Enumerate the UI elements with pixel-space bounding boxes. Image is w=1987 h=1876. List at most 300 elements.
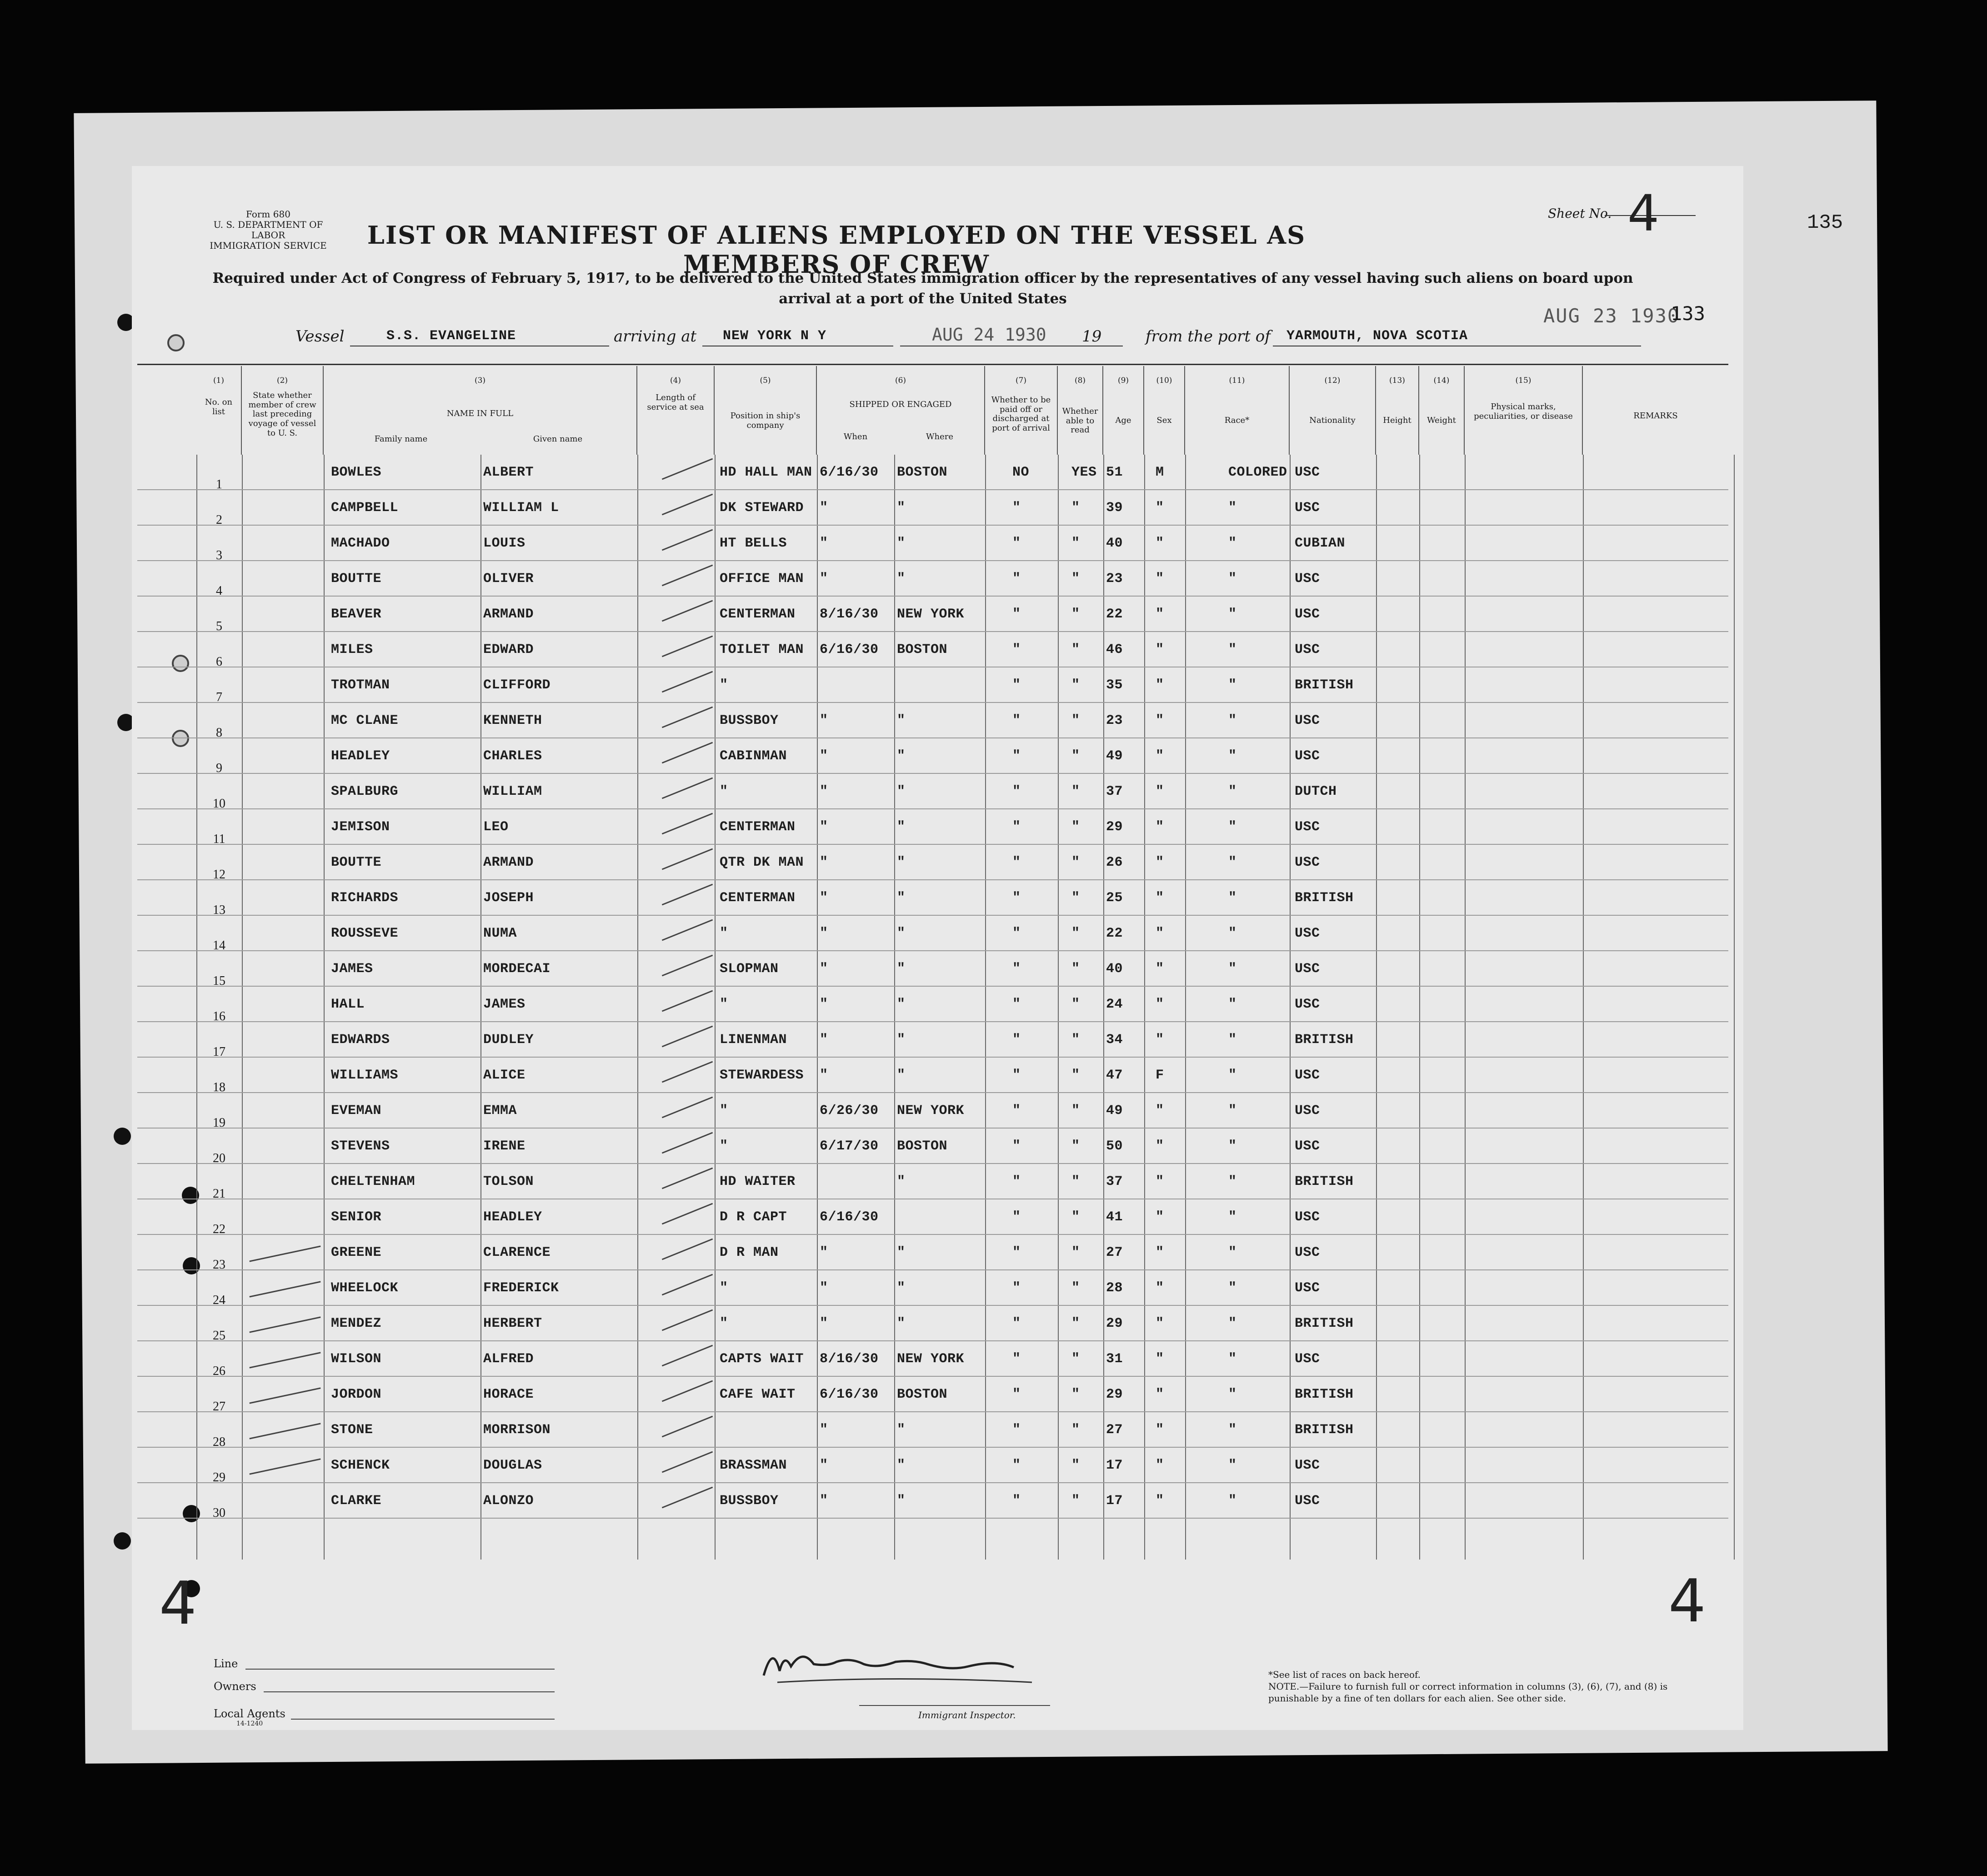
cell-no: 20 xyxy=(213,1151,225,1165)
cell-nationality: CUBIAN xyxy=(1295,536,1346,551)
cell-when: 8/16/30 xyxy=(820,607,879,622)
cell-family: SENIOR xyxy=(331,1209,382,1225)
col-header-remarks: REMARKS xyxy=(1633,411,1678,421)
cell-given: ALICE xyxy=(483,1068,526,1083)
cell-age: 51 xyxy=(1106,465,1123,480)
cell-given: HERBERT xyxy=(483,1316,542,1331)
cell-read: " xyxy=(1071,1280,1080,1296)
cell-where: " xyxy=(897,536,906,551)
cell-nationality: BRITISH xyxy=(1295,1032,1354,1048)
cell-given: EMMA xyxy=(483,1103,517,1119)
cell-sex: " xyxy=(1156,1245,1164,1260)
cell-age: 24 xyxy=(1106,997,1123,1012)
column-rule xyxy=(1734,455,1735,1560)
cell-nationality: USC xyxy=(1295,642,1320,657)
cell-race: " xyxy=(1228,677,1237,693)
checkmark-icon xyxy=(662,990,713,1012)
cell-read: " xyxy=(1071,1387,1080,1402)
cell-given: ALBERT xyxy=(483,465,534,480)
cell-paid: " xyxy=(1012,1387,1021,1402)
footnotes xyxy=(1268,1669,1677,1704)
race-footnote: *See list of races on back hereof. xyxy=(1268,1669,1421,1680)
cell-position: CENTERMAN xyxy=(720,819,796,835)
cell-when: " xyxy=(820,961,828,977)
cell-position: CENTERMAN xyxy=(720,607,796,622)
cell-given: ARMAND xyxy=(483,855,534,870)
cell-where: " xyxy=(897,1032,906,1048)
cell-where: " xyxy=(897,784,906,799)
cell-read: " xyxy=(1071,1493,1080,1509)
cell-position: " xyxy=(720,997,728,1012)
cell-given: EDWARD xyxy=(483,642,534,657)
cell-family: MACHADO xyxy=(331,536,390,551)
cell-paid: " xyxy=(1012,607,1021,622)
page-number: 135 xyxy=(1807,211,1843,234)
cell-paid: " xyxy=(1012,536,1021,551)
table-row xyxy=(137,1164,1728,1199)
cell-read: " xyxy=(1071,1458,1080,1473)
cell-age: 29 xyxy=(1106,1387,1123,1402)
cell-given: LEO xyxy=(483,819,509,835)
cell-when: " xyxy=(820,1458,828,1473)
cell-read: " xyxy=(1071,819,1080,835)
col-header-nationality: (12) Nationality xyxy=(1290,366,1376,455)
cell-paid: " xyxy=(1012,1068,1021,1083)
cell-nationality: BRITISH xyxy=(1295,677,1354,693)
agents-form-code: 14-1240 xyxy=(236,1720,263,1727)
cell-race: " xyxy=(1228,748,1237,764)
cell-nationality: USC xyxy=(1295,748,1320,764)
checkmark-icon xyxy=(662,955,713,977)
cell-no: 2 xyxy=(216,513,222,527)
cell-position: QTR DK MAN xyxy=(720,855,804,870)
cell-sex: " xyxy=(1156,1458,1164,1473)
col-header-weight: (14) Weight xyxy=(1419,366,1465,455)
cell-given: LOUIS xyxy=(483,536,526,551)
cell-where: " xyxy=(897,1068,906,1083)
checkmark-icon xyxy=(662,919,713,941)
cell-when: " xyxy=(820,784,828,799)
col-header-physical: (15) Physical marks, peculiarities, or disease xyxy=(1465,366,1583,455)
cell-nationality: USC xyxy=(1295,571,1320,587)
cell-when: " xyxy=(820,1280,828,1296)
cell-given: OLIVER xyxy=(483,571,534,587)
checkmark-icon xyxy=(662,458,713,480)
handwritten-number-right: 4 xyxy=(1668,1566,1706,1635)
table-row xyxy=(137,703,1728,738)
checkmark-icon xyxy=(662,1380,713,1402)
cell-race: " xyxy=(1228,997,1237,1012)
cell-when: 6/16/30 xyxy=(820,642,879,657)
cell-age: 46 xyxy=(1106,642,1123,657)
cell-sex: " xyxy=(1156,500,1164,516)
cell-age: 41 xyxy=(1106,1209,1123,1225)
line-underline xyxy=(245,1669,555,1670)
table-row xyxy=(137,774,1728,809)
table-row xyxy=(137,809,1728,845)
cell-given: ALFRED xyxy=(483,1351,534,1367)
cell-when: " xyxy=(820,536,828,551)
cell-family: TROTMAN xyxy=(331,677,390,693)
cell-where: NEW YORK xyxy=(897,1103,965,1119)
col-header-height: (13) Height xyxy=(1376,366,1419,455)
cell-paid: " xyxy=(1012,819,1021,835)
checkmark-icon xyxy=(249,1423,320,1439)
cell-no: 4 xyxy=(216,584,222,598)
cell-no: 23 xyxy=(213,1258,225,1272)
cell-family: BOUTTE xyxy=(331,571,382,587)
cell-position: " xyxy=(720,1280,728,1296)
cell-given: IRENE xyxy=(483,1139,526,1154)
cell-where: " xyxy=(897,571,906,587)
cell-nationality: USC xyxy=(1295,1209,1320,1225)
cell-where: " xyxy=(897,1458,906,1473)
cell-where: " xyxy=(897,890,906,906)
cell-where: BOSTON xyxy=(897,1387,948,1402)
checkmark-icon xyxy=(662,565,713,587)
cell-age: 39 xyxy=(1106,500,1123,516)
cell-where: NEW YORK xyxy=(897,607,965,622)
cell-nationality: USC xyxy=(1295,1458,1320,1473)
cell-family: HALL xyxy=(331,997,365,1012)
cell-paid: " xyxy=(1012,1316,1021,1331)
cell-where: " xyxy=(897,855,906,870)
cell-given: WILLIAM L xyxy=(483,500,559,516)
cell-read: " xyxy=(1071,1316,1080,1331)
cell-no: 9 xyxy=(216,761,222,775)
cell-sex: " xyxy=(1156,571,1164,587)
cell-nationality: USC xyxy=(1295,1245,1320,1260)
checkmark-icon xyxy=(662,1487,713,1509)
cell-where: " xyxy=(897,1280,906,1296)
cell-paid: " xyxy=(1012,1209,1021,1225)
cell-sex: " xyxy=(1156,1209,1164,1225)
cell-position: STEWARDESS xyxy=(720,1068,804,1083)
cell-family: CHELTENHAM xyxy=(331,1174,415,1189)
cell-when: " xyxy=(820,997,828,1012)
cell-family: RICHARDS xyxy=(331,890,399,906)
checkmark-icon xyxy=(662,494,713,516)
cell-where: " xyxy=(897,748,906,764)
cell-no: 5 xyxy=(216,619,222,633)
cell-no: 18 xyxy=(213,1080,225,1094)
form-subtitle: Required under Act of Congress of February 5, 1917, to be delivered to the United States immigration officer by the representatives of any vessel having such aliens on board upon arrival at a port of the United States xyxy=(212,270,1633,307)
cell-when: " xyxy=(820,855,828,870)
col-header-position: (5) Position in ship's company xyxy=(715,366,817,455)
cell-read: " xyxy=(1071,961,1080,977)
checkmark-icon xyxy=(662,671,713,693)
cell-where: " xyxy=(897,1174,906,1189)
col-header-race: (11) Race* xyxy=(1185,366,1290,455)
cell-nationality: USC xyxy=(1295,1493,1320,1509)
cell-family: GREENE xyxy=(331,1245,382,1260)
cell-sex: " xyxy=(1156,1174,1164,1189)
cell-paid: " xyxy=(1012,784,1021,799)
cell-position: DK STEWARD xyxy=(720,500,804,516)
cell-position: HD WAITER xyxy=(720,1174,796,1189)
cell-read: " xyxy=(1071,607,1080,622)
cell-race: " xyxy=(1228,1209,1237,1225)
cell-race: " xyxy=(1228,1316,1237,1331)
cell-where: " xyxy=(897,1245,906,1260)
table-row xyxy=(137,1129,1728,1164)
cell-read: " xyxy=(1071,855,1080,870)
cell-family: MC CLANE xyxy=(331,713,399,728)
table-row xyxy=(137,880,1728,916)
cell-race: " xyxy=(1228,961,1237,977)
cell-paid: " xyxy=(1012,961,1021,977)
cell-when: " xyxy=(820,500,828,516)
cell-read: " xyxy=(1071,1351,1080,1367)
cell-given: JOSEPH xyxy=(483,890,534,906)
table-row xyxy=(137,490,1728,526)
cell-no: 19 xyxy=(213,1116,225,1130)
cell-given: ARMAND xyxy=(483,607,534,622)
penalty-note: NOTE.—Failure to furnish full or correct information in columns (3), (6), (7), and (8) is punishable by a fine of ten dollars for each alien. See other side. xyxy=(1268,1681,1668,1704)
form-number: Form 680 xyxy=(246,209,290,220)
checkmark-icon xyxy=(249,1458,320,1475)
cell-nationality: USC xyxy=(1295,1351,1320,1367)
cell-when: " xyxy=(820,1316,828,1331)
checkmark-icon xyxy=(662,1416,713,1438)
cell-sex: " xyxy=(1156,1387,1164,1402)
cell-paid: " xyxy=(1012,926,1021,941)
local-agents-label: Local Agents xyxy=(214,1707,285,1720)
cell-family: EDWARDS xyxy=(331,1032,390,1048)
cell-read: " xyxy=(1071,1103,1080,1119)
from-port: YARMOUTH, NOVA SCOTIA xyxy=(1286,328,1468,344)
cell-position: BRASSMAN xyxy=(720,1458,787,1473)
cell-race: " xyxy=(1228,1103,1237,1119)
col-header-shipped: (6) SHIPPED OR ENGAGED When Where xyxy=(817,366,985,455)
cell-read: " xyxy=(1071,1209,1080,1225)
cell-age: 17 xyxy=(1106,1458,1123,1473)
agents-underline xyxy=(291,1719,555,1720)
table-row xyxy=(137,1058,1728,1093)
cell-no: 8 xyxy=(216,726,222,740)
cell-nationality: USC xyxy=(1295,997,1320,1012)
cell-sex: " xyxy=(1156,961,1164,977)
cell-age: 35 xyxy=(1106,677,1123,693)
checkmark-icon xyxy=(662,1345,713,1367)
cell-when: " xyxy=(820,1068,828,1083)
cell-age: 49 xyxy=(1106,748,1123,764)
cell-sex: " xyxy=(1156,890,1164,906)
cell-race: COLORED xyxy=(1228,465,1287,480)
cell-position: CABINMAN xyxy=(720,748,787,764)
binder-hole xyxy=(114,1532,131,1550)
cell-family: JORDON xyxy=(331,1387,382,1402)
checkmark-icon xyxy=(662,1274,713,1296)
cell-where: " xyxy=(897,1422,906,1438)
cell-paid: " xyxy=(1012,1280,1021,1296)
checkmark-icon xyxy=(662,884,713,906)
cell-position: " xyxy=(720,1139,728,1154)
cell-no: 14 xyxy=(213,938,225,953)
arrival-date-stamp: AUG 24 1930 xyxy=(932,325,1046,345)
cell-sex: " xyxy=(1156,677,1164,693)
col-header-read: (8) Whether able to read xyxy=(1058,366,1103,455)
cell-read: " xyxy=(1071,1139,1080,1154)
cell-family: WILLIAMS xyxy=(331,1068,399,1083)
cell-sex: " xyxy=(1156,997,1164,1012)
cell-when: 6/26/30 xyxy=(820,1103,879,1119)
cell-where: BOSTON xyxy=(897,1139,948,1154)
cell-age: 28 xyxy=(1106,1280,1123,1296)
cell-read: " xyxy=(1071,1245,1080,1260)
stamp-number: 133 xyxy=(1671,302,1705,325)
cell-position: TOILET MAN xyxy=(720,642,804,657)
cell-when: " xyxy=(820,1032,828,1048)
cell-read: " xyxy=(1071,748,1080,764)
cell-where: " xyxy=(897,1493,906,1509)
cell-nationality: USC xyxy=(1295,1139,1320,1154)
col-header-name: (3) NAME IN FULL Family name Given name xyxy=(324,366,637,455)
cell-paid: " xyxy=(1012,890,1021,906)
cell-family: STEVENS xyxy=(331,1139,390,1154)
binder-hole xyxy=(114,1128,131,1145)
from-port-label: from the port of xyxy=(1146,327,1271,346)
cell-paid: " xyxy=(1012,1245,1021,1260)
line-label: Line xyxy=(214,1657,238,1670)
cell-paid: " xyxy=(1012,997,1021,1012)
cell-age: 22 xyxy=(1106,926,1123,941)
cell-sex: " xyxy=(1156,819,1164,835)
col-header-age: (9) Age xyxy=(1103,366,1144,455)
cell-given: JAMES xyxy=(483,997,526,1012)
cell-family: CAMPBELL xyxy=(331,500,399,516)
cell-race: " xyxy=(1228,1280,1237,1296)
cell-no: 17 xyxy=(213,1045,225,1059)
table-row xyxy=(137,667,1728,703)
cell-position: HD HALL MAN xyxy=(720,465,812,480)
cell-position: CAPTS WAIT xyxy=(720,1351,804,1367)
cell-race: " xyxy=(1228,1032,1237,1048)
cell-no: 12 xyxy=(213,868,225,882)
cell-race: " xyxy=(1228,536,1237,551)
cell-no: 11 xyxy=(213,832,225,846)
cell-paid: " xyxy=(1012,1351,1021,1367)
cell-read: " xyxy=(1071,1174,1080,1189)
table-row xyxy=(137,987,1728,1022)
cell-nationality: USC xyxy=(1295,500,1320,516)
cell-age: 37 xyxy=(1106,784,1123,799)
cell-sex: " xyxy=(1156,1351,1164,1367)
cell-nationality: BRITISH xyxy=(1295,1422,1354,1438)
arriving-port: NEW YORK N Y xyxy=(723,328,827,344)
cell-race: " xyxy=(1228,1174,1237,1189)
cell-given: CHARLES xyxy=(483,748,542,764)
cell-when: 6/16/30 xyxy=(820,1387,879,1402)
cell-no: 1 xyxy=(216,477,222,492)
cell-when: " xyxy=(820,748,828,764)
table-row xyxy=(137,845,1728,880)
cell-family: WILSON xyxy=(331,1351,382,1367)
checkmark-icon xyxy=(662,1239,713,1260)
cell-when: 6/16/30 xyxy=(820,465,879,480)
cell-read: " xyxy=(1071,677,1080,693)
cell-where: " xyxy=(897,713,906,728)
cell-given: KENNETH xyxy=(483,713,542,728)
cell-family: JEMISON xyxy=(331,819,390,835)
cell-read: " xyxy=(1071,571,1080,587)
cell-position: D R MAN xyxy=(720,1245,779,1260)
cell-no: 7 xyxy=(216,690,222,704)
cell-where: NEW YORK xyxy=(897,1351,965,1367)
inspector-signature xyxy=(759,1639,1068,1694)
vessel-label: Vessel xyxy=(295,327,345,346)
cell-read: " xyxy=(1071,500,1080,516)
checkmark-icon xyxy=(662,742,713,764)
cell-no: 29 xyxy=(213,1470,225,1485)
cell-sex: " xyxy=(1156,855,1164,870)
cell-given: DUDLEY xyxy=(483,1032,534,1048)
cell-paid: " xyxy=(1012,1103,1021,1119)
cell-position: HT BELLS xyxy=(720,536,787,551)
cell-paid: " xyxy=(1012,1032,1021,1048)
cell-age: 31 xyxy=(1106,1351,1123,1367)
cell-paid: " xyxy=(1012,748,1021,764)
checkmark-icon xyxy=(662,777,713,799)
cell-family: ROUSSEVE xyxy=(331,926,399,941)
cell-age: 25 xyxy=(1106,890,1123,906)
cell-paid: " xyxy=(1012,1139,1021,1154)
checkmark-icon xyxy=(662,1097,713,1119)
service-name: IMMIGRATION SERVICE xyxy=(210,240,327,251)
cell-no: 24 xyxy=(213,1293,225,1307)
cell-sex: " xyxy=(1156,784,1164,799)
cell-nationality: USC xyxy=(1295,1068,1320,1083)
col-header-service: (4) Length of service at sea xyxy=(637,366,715,455)
cell-position: " xyxy=(720,926,728,941)
cell-paid: " xyxy=(1012,500,1021,516)
table-row xyxy=(137,597,1728,632)
checkmark-icon xyxy=(662,529,713,551)
cell-sex: " xyxy=(1156,1032,1164,1048)
cell-where: " xyxy=(897,500,906,516)
cell-paid: " xyxy=(1012,677,1021,693)
cell-family: BOUTTE xyxy=(331,855,382,870)
cell-position: SLOPMAN xyxy=(720,961,779,977)
vessel-row xyxy=(132,327,1743,350)
checkmark-icon xyxy=(662,707,713,728)
cell-nationality: USC xyxy=(1295,713,1320,728)
cell-age: 40 xyxy=(1106,536,1123,551)
cell-given: MORRISON xyxy=(483,1422,551,1438)
table-row xyxy=(137,1448,1728,1483)
cell-age: 29 xyxy=(1106,819,1123,835)
checkmark-icon xyxy=(249,1245,320,1262)
cell-given: NUMA xyxy=(483,926,517,941)
cell-paid: " xyxy=(1012,1493,1021,1509)
manifest-sheet xyxy=(132,166,1843,1730)
cell-when: " xyxy=(820,926,828,941)
cell-read: " xyxy=(1071,926,1080,941)
cell-no: 30 xyxy=(213,1506,225,1520)
cell-given: WILLIAM xyxy=(483,784,542,799)
cell-position: CAFE WAIT xyxy=(720,1387,796,1402)
cell-given: FREDERICK xyxy=(483,1280,559,1296)
cell-race: " xyxy=(1228,571,1237,587)
cell-where: " xyxy=(897,1316,906,1331)
cell-where: BOSTON xyxy=(897,642,948,657)
cell-age: 49 xyxy=(1106,1103,1123,1119)
table-header xyxy=(137,366,1728,455)
cell-position: LINENMAN xyxy=(720,1032,787,1048)
table-row xyxy=(137,1341,1728,1377)
cell-position: OFFICE MAN xyxy=(720,571,804,587)
cell-when: " xyxy=(820,713,828,728)
